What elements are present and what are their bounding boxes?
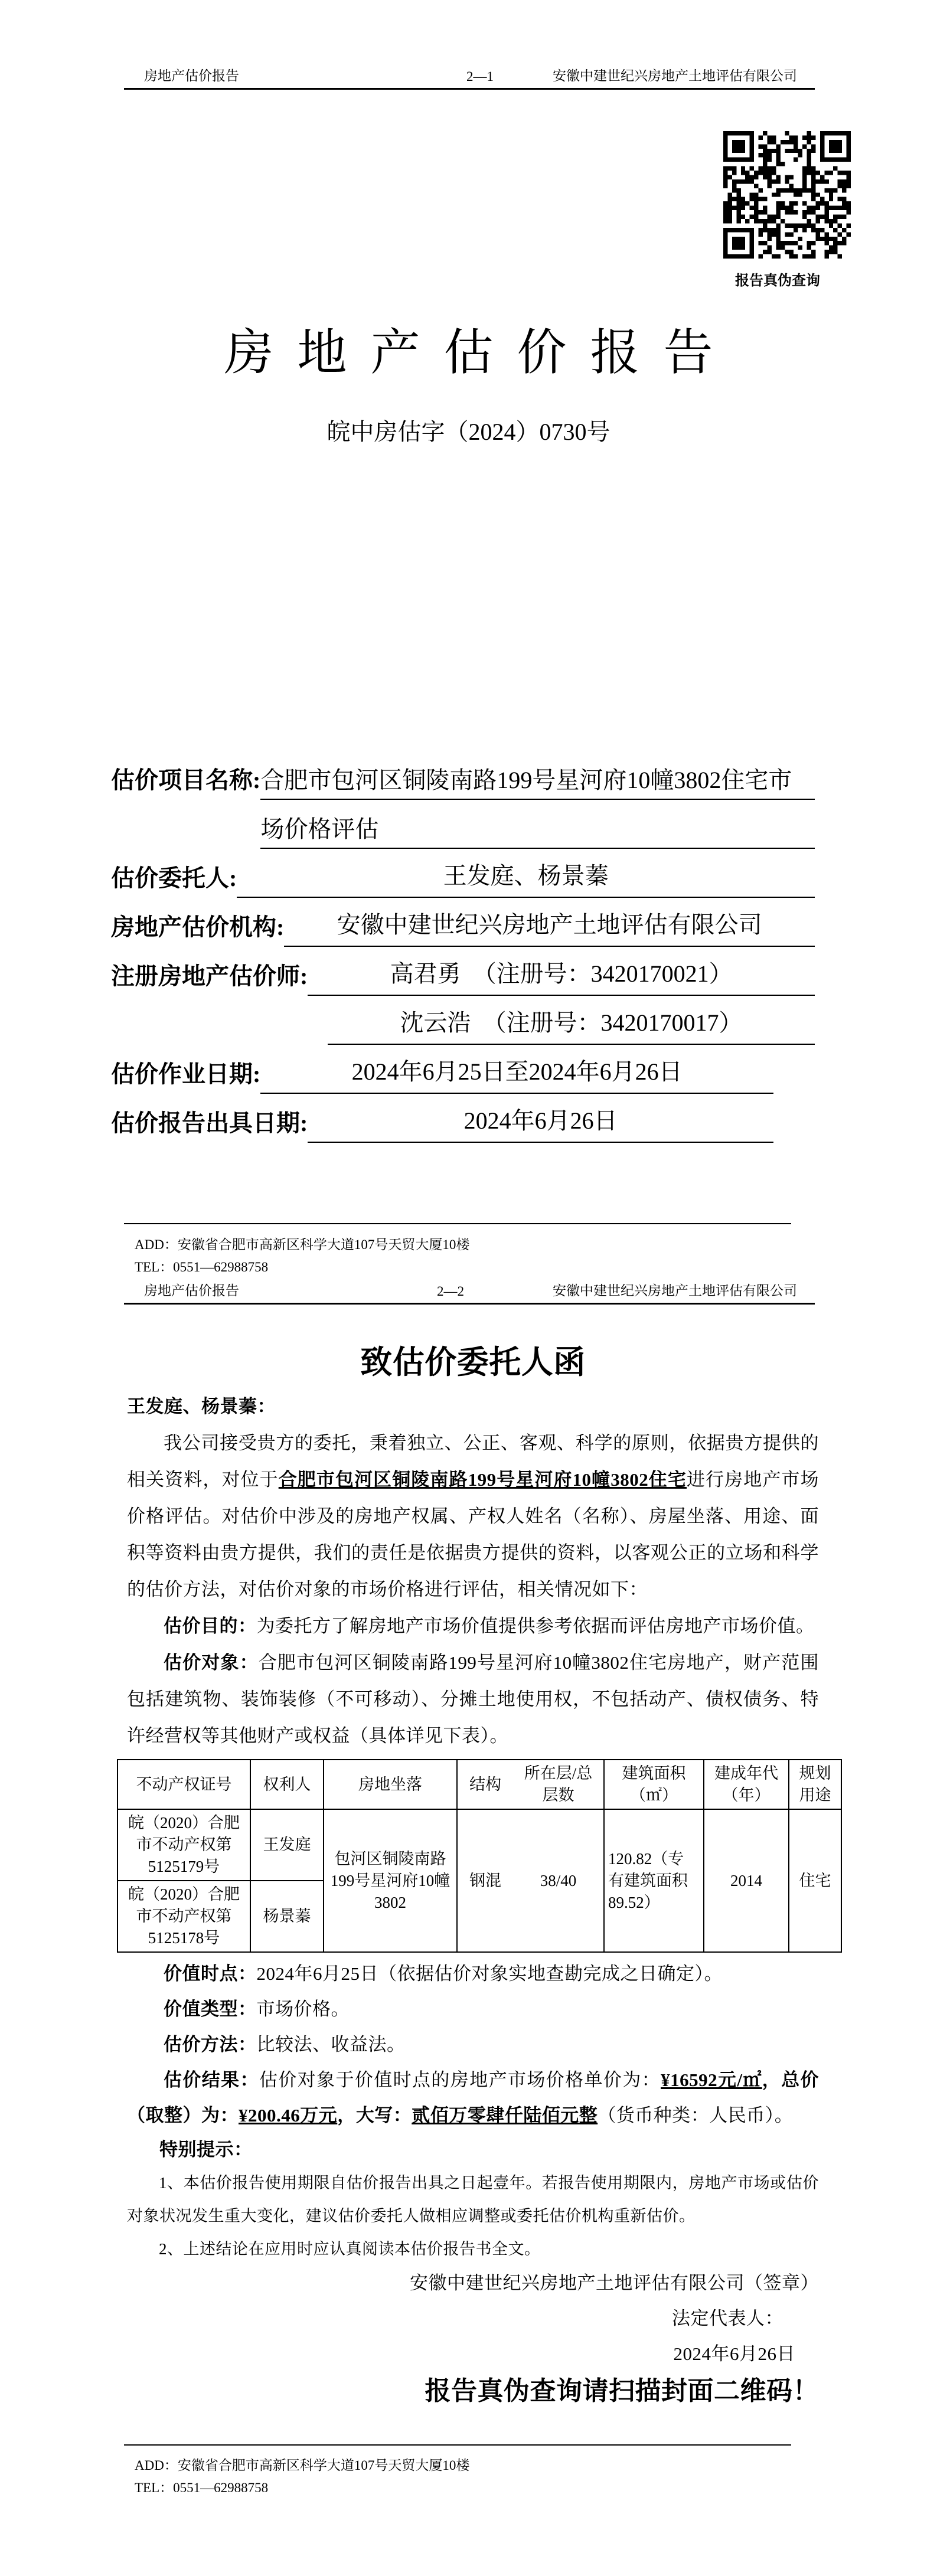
issue-date-row <box>111 1099 773 1148</box>
th-location: 房地坐落 <box>324 1760 457 1809</box>
method-text: 比较法、收益法。 <box>256 2034 406 2055</box>
client-value: 王发庭、杨景蓁 <box>237 854 815 898</box>
signature-company: 安徽中建世纪兴房地产土地评估有限公司（签章） <box>410 2273 819 2293</box>
footer-address: ADD：安徽省合肥市高新区科学大道107号天贸大厦10楼 <box>135 2458 470 2473</box>
agency-row <box>111 903 815 952</box>
project-row <box>111 756 815 854</box>
th-floor: 所在层/总层数 <box>513 1760 604 1809</box>
value-type-label: 价值类型： <box>164 1999 257 2019</box>
property-table <box>117 1759 842 1953</box>
th-year: 建成年代（年） <box>704 1760 789 1809</box>
value-date <box>127 1956 819 1992</box>
verification-notice: 报告真伪查询请扫描封面二维码！ <box>425 2376 819 2405</box>
object-text: 合肥市包河区铜陵南路199号星河府10幢3802住宅房地产，财产范围包括建筑物、装饰装修（不可移动）、分摊土地使用权，不包括动产、债权债务、特许经营权等其他财产或权益（具体详见下表）。 <box>127 1652 819 1746</box>
project-label: 估价项目名称: <box>111 767 261 793</box>
unit-price: ¥16592元/㎡ <box>661 2070 762 2090</box>
letter-body-bottom <box>127 1956 819 2411</box>
work-date-row <box>111 1050 773 1099</box>
issue-date-value: 2024年6月26日 <box>308 1099 773 1143</box>
work-date-label: 估价作业日期: <box>111 1061 261 1087</box>
appraiser-row <box>111 952 815 1001</box>
header-left: 房地产估价报告 <box>144 68 239 83</box>
owner: 王发庭 <box>250 1809 324 1881</box>
method <box>127 2027 819 2062</box>
letter <box>127 1339 831 2411</box>
client-row <box>111 854 815 903</box>
footer-tel: TEL：0551—62988758 <box>135 2480 269 2495</box>
intro-paragraph <box>127 1425 819 1608</box>
cert-number: 皖（2020）合肥市不动产权第5125178号 <box>117 1881 250 1952</box>
project-value: 合肥市包河区铜陵南路199号星河府10幢3802住宅市场价格评估 <box>260 756 815 854</box>
value-date-text: 2024年6月25日（依据估价对象实地查勘完成之日确定）。 <box>256 1963 723 1984</box>
property-address: 合肥市包河区铜陵南路199号星河府10幢3802住宅 <box>278 1469 687 1490</box>
cert-number: 皖（2020）合肥市不动产权第5125179号 <box>117 1809 250 1881</box>
intro-text: 进行房地产市场价格评估。对估价中涉及的房地产权属、产权人姓名（名称）、房屋坐落、用途、面积等资料由贵方提供，我们的责任是依据贵方提供的资料，以客观公正的立场和科学的估价方法，对估价对象的市场价格进行评估，相关情况如下： <box>127 1469 820 1600</box>
total-price: ¥200.46万元 <box>239 2105 338 2126</box>
appraiser-2: 沈云浩 （注册号：3420170017） <box>328 1001 815 1045</box>
agency-label: 房地产估价机构: <box>111 914 285 940</box>
appraiser-1: 高君勇 （注册号：3420170021） <box>308 952 815 996</box>
th-owner: 权利人 <box>250 1760 324 1809</box>
footer-tel: TEL：0551—62988758 <box>135 1260 269 1274</box>
header-company: 安徽中建世纪兴房地产土地评估有限公司 <box>553 1283 797 1298</box>
cover-fields <box>111 756 815 1148</box>
appraiser-label: 注册房地产估价师: <box>111 963 308 989</box>
value-type <box>127 1992 819 2027</box>
agency-value: 安徽中建世纪兴房地产土地评估有限公司 <box>284 903 815 947</box>
header-page-number: 2—2 <box>437 1284 464 1299</box>
purpose-paragraph <box>127 1608 819 1645</box>
object-paragraph <box>127 1645 819 1754</box>
notes <box>127 2166 819 2266</box>
header-page-number: 2—1 <box>466 69 494 84</box>
legal-representative: 法定代表人： <box>672 2308 783 2329</box>
client-label: 估价委托人: <box>111 865 237 891</box>
total-price-words: 贰佰万零肆仟陆佰元整 <box>412 2105 598 2126</box>
notes-label: 特别提示： <box>159 2139 253 2160</box>
header-company: 安徽中建世纪兴房地产土地评估有限公司 <box>553 68 797 83</box>
th-area: 建筑面积（㎡） <box>604 1760 704 1809</box>
result-text: 估价对象于价值时点的房地产市场价格单价为： <box>259 2070 661 2090</box>
owner: 杨景蓁 <box>250 1881 324 1952</box>
qr-label: 报告真伪查询 <box>735 273 820 289</box>
th-cert: 不动产权证号 <box>117 1760 250 1809</box>
issue-date-label: 估价报告出具日期: <box>111 1110 308 1136</box>
area: 120.82（专有建筑面积89.52） <box>604 1809 704 1952</box>
signature-block <box>127 2266 819 2372</box>
purpose-label: 估价目的： <box>164 1616 257 1636</box>
purpose-text: 为委托方了解房地产市场价值提供参考依据而评估房地产市场价值。 <box>256 1616 815 1636</box>
result-label: 估价结果： <box>164 2070 259 2090</box>
recipient: 王发庭、杨景蓁： <box>127 1396 276 1417</box>
value-type-text: 市场价格。 <box>256 1999 350 2019</box>
year: 2014 <box>704 1809 789 1952</box>
note-2: 2、上述结论在应用时应认真阅读本估价报告书全文。 <box>159 2240 541 2258</box>
object-label: 估价对象： <box>164 1652 259 1673</box>
letter-date: 2024年6月26日 <box>673 2343 795 2364</box>
header-left: 房地产估价报告 <box>144 1283 239 1298</box>
footer-divider <box>124 1223 791 1224</box>
location: 包河区铜陵南路199号星河府10幢3802 <box>324 1809 457 1952</box>
appraiser-row-2 <box>111 1001 815 1050</box>
footer-address: ADD：安徽省合肥市高新区科学大道107号天贸大厦10楼 <box>135 1237 470 1252</box>
table-row <box>117 1809 841 1881</box>
document-number: 皖中房估字（2024）0730号 <box>327 419 610 445</box>
structure: 钢混 <box>457 1809 513 1952</box>
intro-text: 我公司接受贵方的委托，秉着独立、公正、客观、科学的原则，依据贵方提供的相关资料，对位于 <box>127 1433 819 1490</box>
th-usage: 规划用途 <box>789 1760 841 1809</box>
work-date-value: 2024年6月25日至2024年6月26日 <box>260 1050 773 1094</box>
qr-code-icon <box>723 131 851 259</box>
usage: 住宅 <box>789 1809 841 1952</box>
result <box>127 2062 819 2133</box>
page-header <box>124 1281 815 1305</box>
footer-divider <box>124 2444 791 2446</box>
report-title: 房地产估价报告 <box>224 326 737 381</box>
note-1: 1、本估价报告使用期限自估价报告出具之日起壹年。若报告使用期限内，房地产市场或估价对象状况发生重大变化，建议估价委托人做相应调整或委托估价机构重新估价。 <box>127 2174 819 2225</box>
method-label: 估价方法： <box>164 2034 257 2055</box>
result-text: （货币种类：人民币）。 <box>598 2105 794 2126</box>
result-text: ，大写： <box>337 2105 412 2126</box>
result-text: ，总价（取整）为： <box>127 2070 820 2126</box>
page-header <box>124 66 815 90</box>
th-structure: 结构 <box>457 1760 513 1809</box>
letter-title: 致估价委托人函 <box>360 1345 586 1380</box>
floor: 38/40 <box>513 1809 604 1952</box>
value-date-label: 价值时点： <box>164 1963 257 1984</box>
